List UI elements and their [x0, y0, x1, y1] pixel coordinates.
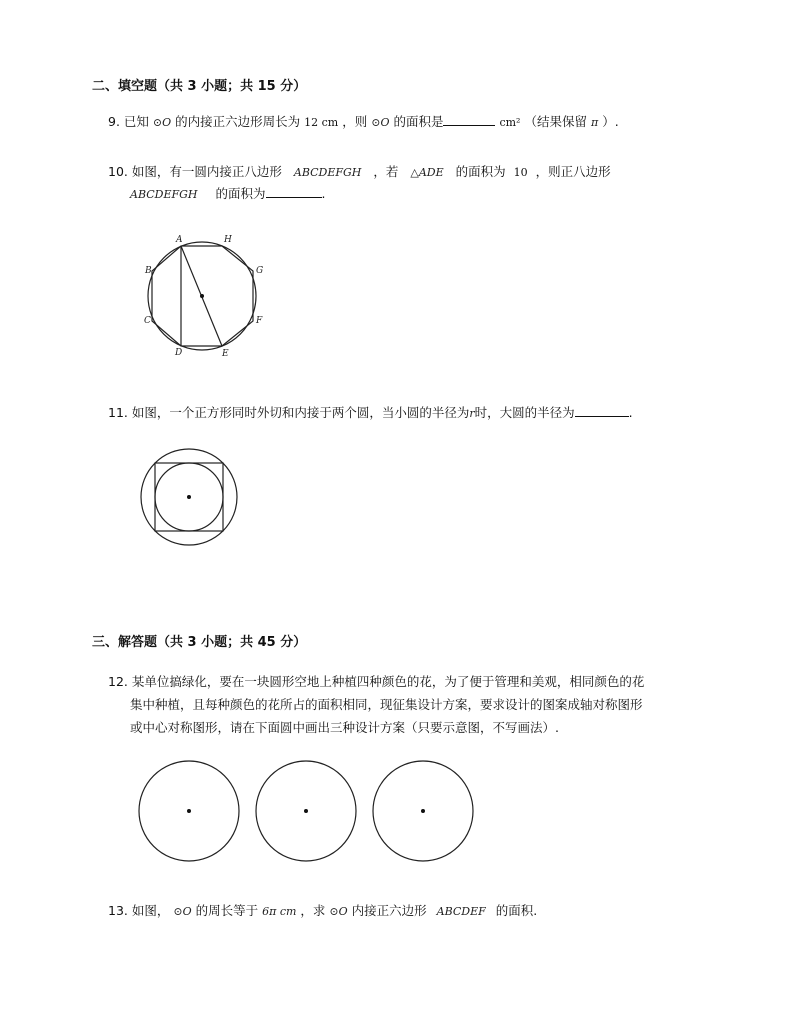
- q13-circle-o: ⊙O: [173, 905, 192, 918]
- q11-answer-blank[interactable]: [575, 405, 629, 417]
- q11-text-1: 如图，一个正方形同时外切和内接于两个圆，当小圆的半径为: [131, 405, 470, 420]
- q10-label-b: B: [145, 266, 152, 276]
- q13-circle-o-2: ⊙O: [329, 905, 348, 918]
- q10-label-f: F: [256, 316, 263, 326]
- q13-text-5: 的面积.: [495, 903, 538, 918]
- q9-circle-o-2: ⊙O: [371, 116, 390, 129]
- q10-text-3: 的面积为: [455, 164, 506, 179]
- q13-number: 13.: [108, 903, 128, 918]
- q10-label-c: C: [144, 316, 151, 326]
- question-13: [108, 900, 537, 923]
- q12-line-3-text: 或中心对称图形，请在下面圆中画出三种设计方案（只要示意图，不写画法）.: [130, 720, 559, 735]
- q9-text-2: 的内接正六边形周长为: [175, 114, 301, 129]
- q9-perimeter-value: 12 cm: [304, 116, 339, 129]
- q10-text-1: 如图，有一圆内接正八边形: [131, 164, 282, 179]
- q10-text-4: ，则正八边形: [535, 164, 611, 179]
- q10-label-g: G: [256, 266, 264, 276]
- q9-unit: cm²: [499, 116, 521, 129]
- q9-number: 9.: [108, 114, 120, 129]
- q12-number: 12.: [108, 674, 128, 689]
- q9-text-4: 的面积是: [393, 114, 444, 129]
- q12-design-circles: [139, 761, 473, 861]
- q10-text-2: ，若: [373, 164, 399, 179]
- q10-label-e: E: [222, 349, 229, 359]
- q10-text-5: 的面积为: [215, 186, 266, 201]
- q11-figure: [141, 449, 237, 545]
- q12-line-1-text: 某单位搞绿化，要在一块圆形空地上种植四种颜色的花，为了便于管理和美观，相同颜色的花: [131, 674, 645, 689]
- q9-circle-o: ⊙O: [152, 116, 172, 129]
- q9-text-3: ，则: [342, 114, 368, 129]
- q9-text-6: ）.: [602, 114, 619, 129]
- q11-text-2: 时，大圆的半径为: [474, 405, 575, 420]
- q10-area-value: 10: [513, 166, 528, 179]
- question-11: [108, 402, 633, 425]
- q10-octagon-name-2: ABCDEFGH: [130, 188, 198, 201]
- section-3-title: 三、解答题（共 3 小题；共 45 分）: [92, 635, 307, 650]
- q13-text-2: 的周长等于: [195, 903, 259, 918]
- q9-text-1: 已知: [123, 114, 149, 129]
- q12-circle-2-center: [304, 809, 308, 813]
- q10-label-d: D: [175, 348, 183, 358]
- q13-circumference-value: 6π cm: [262, 905, 297, 918]
- q10-number: 10.: [108, 164, 128, 179]
- q10-triangle-name: △ADE: [410, 166, 444, 179]
- q13-text-1: 如图，: [131, 903, 170, 918]
- q13-text-3: ，求: [300, 903, 326, 918]
- q12-circle-1-center: [187, 809, 191, 813]
- q13-text-4: 内接正六边形: [351, 903, 427, 918]
- q11-text-3: .: [628, 405, 633, 420]
- q12-circle-3-center: [421, 809, 425, 813]
- q12-line-2-text: 集中种植，且每种颜色的花所占的面积相同，现征集设计方案，要求设计的图案成轴对称图形: [130, 697, 643, 712]
- question-12-line-1: [108, 671, 644, 693]
- q11-center-dot: [187, 495, 191, 499]
- q11-radius-r: r: [469, 407, 475, 420]
- q10-octagon-name: ABCDEFGH: [293, 166, 362, 179]
- q10-label-h: H: [224, 235, 232, 245]
- q10-text-6: .: [321, 186, 326, 201]
- q9-pi: π: [590, 116, 599, 129]
- q10-label-a: A: [176, 235, 183, 245]
- section-2-title: 二、填空题（共 3 小题；共 15 分）: [92, 79, 307, 94]
- q9-text-5: （结果保留: [524, 114, 587, 129]
- q11-number: 11.: [108, 405, 128, 420]
- q10-center-dot: [200, 294, 204, 298]
- q13-hexagon-name: ABCDEF: [436, 905, 486, 918]
